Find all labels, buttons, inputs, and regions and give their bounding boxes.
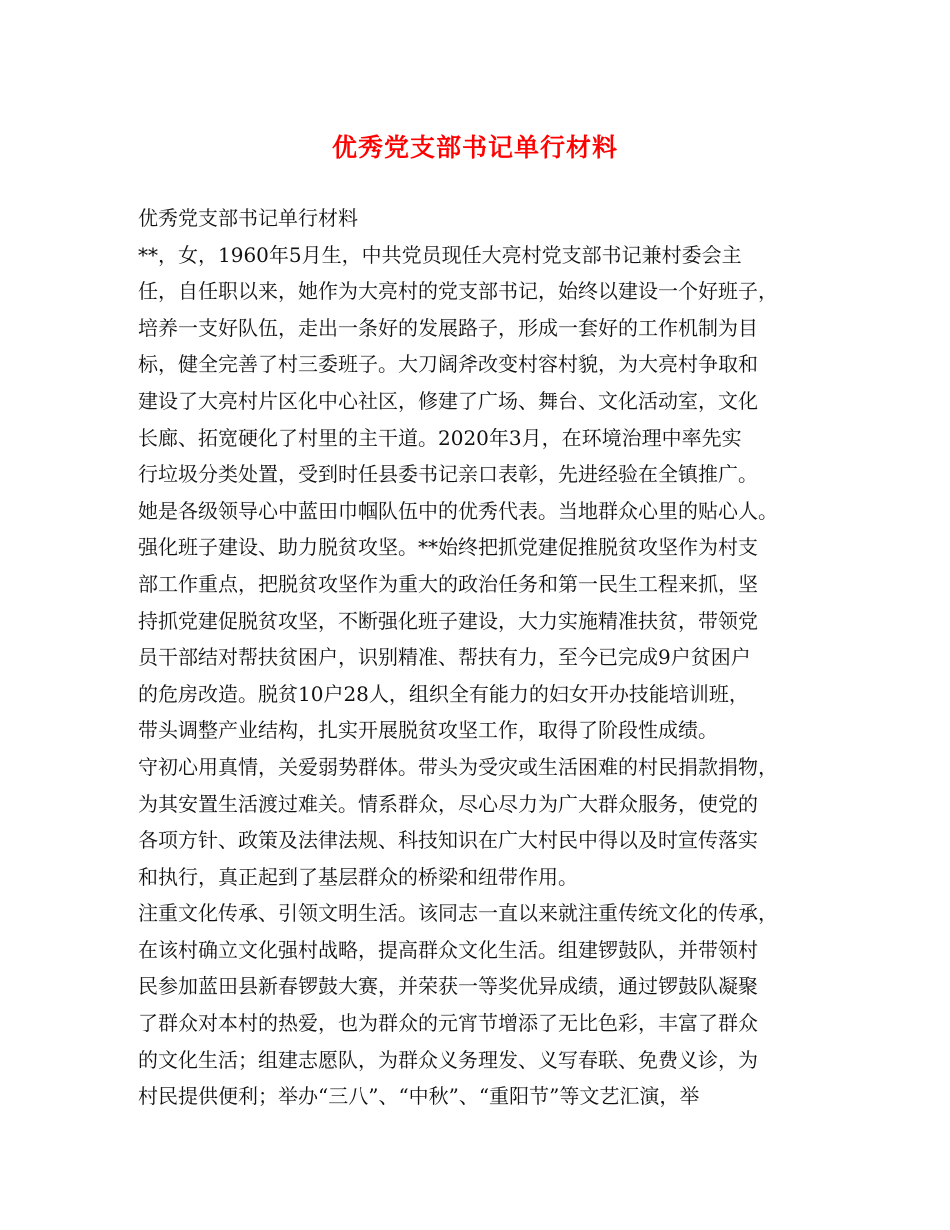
document-body — [138, 200, 828, 1115]
text-line: 强化班子建设、助力脱贫攻坚。**始终把抓党建促推脱贫攻坚作为村支 — [138, 535, 758, 560]
text-line: 村民提供便利；举办“三八”、“中秋”、“重阳节”等文艺汇演，举 — [138, 1084, 700, 1109]
text-line: 她是各级领导心中蓝田巾帼队伍中的优秀代表。当地群众心里的贴心人。 — [138, 498, 778, 523]
text-line: 标，健全完善了村三委班子。大刀阔斧改变村容村貌，为大亮村争取和 — [138, 352, 758, 377]
text-line: 在该村确立文化强村战略，提高群众文化生活。组建锣鼓队，并带领村 — [138, 937, 758, 962]
text-line: 守初心用真情，关爱弱势群体。带头为受灾或生活困难的村民捐款捐物， — [138, 754, 778, 779]
text-line: 了群众对本村的热爱，也为群众的元宵节增添了无比色彩，丰富了群众 — [138, 1011, 758, 1036]
text-line: 持抓党建促脱贫攻坚，不断强化班子建设，大力实施精准扶贫，带领党 — [138, 608, 758, 633]
text-line: 优秀党支部书记单行材料 — [138, 206, 358, 230]
text-line: **，女，1960年5月生，中共党员现任大亮村党支部书记兼村委会主 — [138, 242, 742, 267]
text-line: 建设了大亮村片区化中心社区，修建了广场、舞台、文化活动室，文化 — [138, 388, 758, 413]
text-line: 员干部结对帮扶贫困户，识别精准、帮扶有力，至今已完成9户贫困户 — [138, 645, 751, 670]
text-line: 的文化生活；组建志愿队，为群众义务理发、义写春联、免费义诊，为 — [138, 1047, 758, 1072]
text-line: 各项方针、政策及法律法规、科技知识在广大村民中得以及时宣传落实 — [138, 828, 758, 853]
text-line: 民参加蓝田县新春锣鼓大赛，并荣获一等奖优异成绩，通过锣鼓队凝聚 — [138, 974, 758, 999]
text-line: 任，自任职以来，她作为大亮村的党支部书记，始终以建设一个好班子， — [138, 279, 778, 304]
text-line: 和执行，真正起到了基层群众的桥梁和纽带作用。 — [138, 864, 578, 889]
text-line: 的危房改造。脱贫10户28人，组织全有能力的妇女开办技能培训班， — [138, 681, 749, 706]
text-line: 长廊、拓宽硬化了村里的主干道。2020年3月，在环境治理中率先实 — [138, 425, 742, 450]
text-line: 行垃圾分类处置，受到时任县委书记亲口表彰，先进经验在全镇推广。 — [138, 462, 758, 487]
text-line: 注重文化传承、引领文明生活。该同志一直以来就注重传统文化的传承， — [138, 901, 778, 926]
document-title: 优秀党支部书记单行材料 — [331, 133, 618, 162]
text-line: 培养一支好队伍，走出一条好的发展路子，形成一套好的工作机制为目 — [138, 315, 758, 340]
text-line: 带头调整产业结构，扎实开展脱贫攻坚工作，取得了阶段性成绩。 — [138, 718, 718, 743]
text-line: 部工作重点，把脱贫攻坚作为重大的政治任务和第一民生工程来抓，坚 — [138, 571, 758, 596]
text-line: 为其安置生活渡过难关。情系群众，尽心尽力为广大群众服务，使党的 — [138, 791, 758, 816]
